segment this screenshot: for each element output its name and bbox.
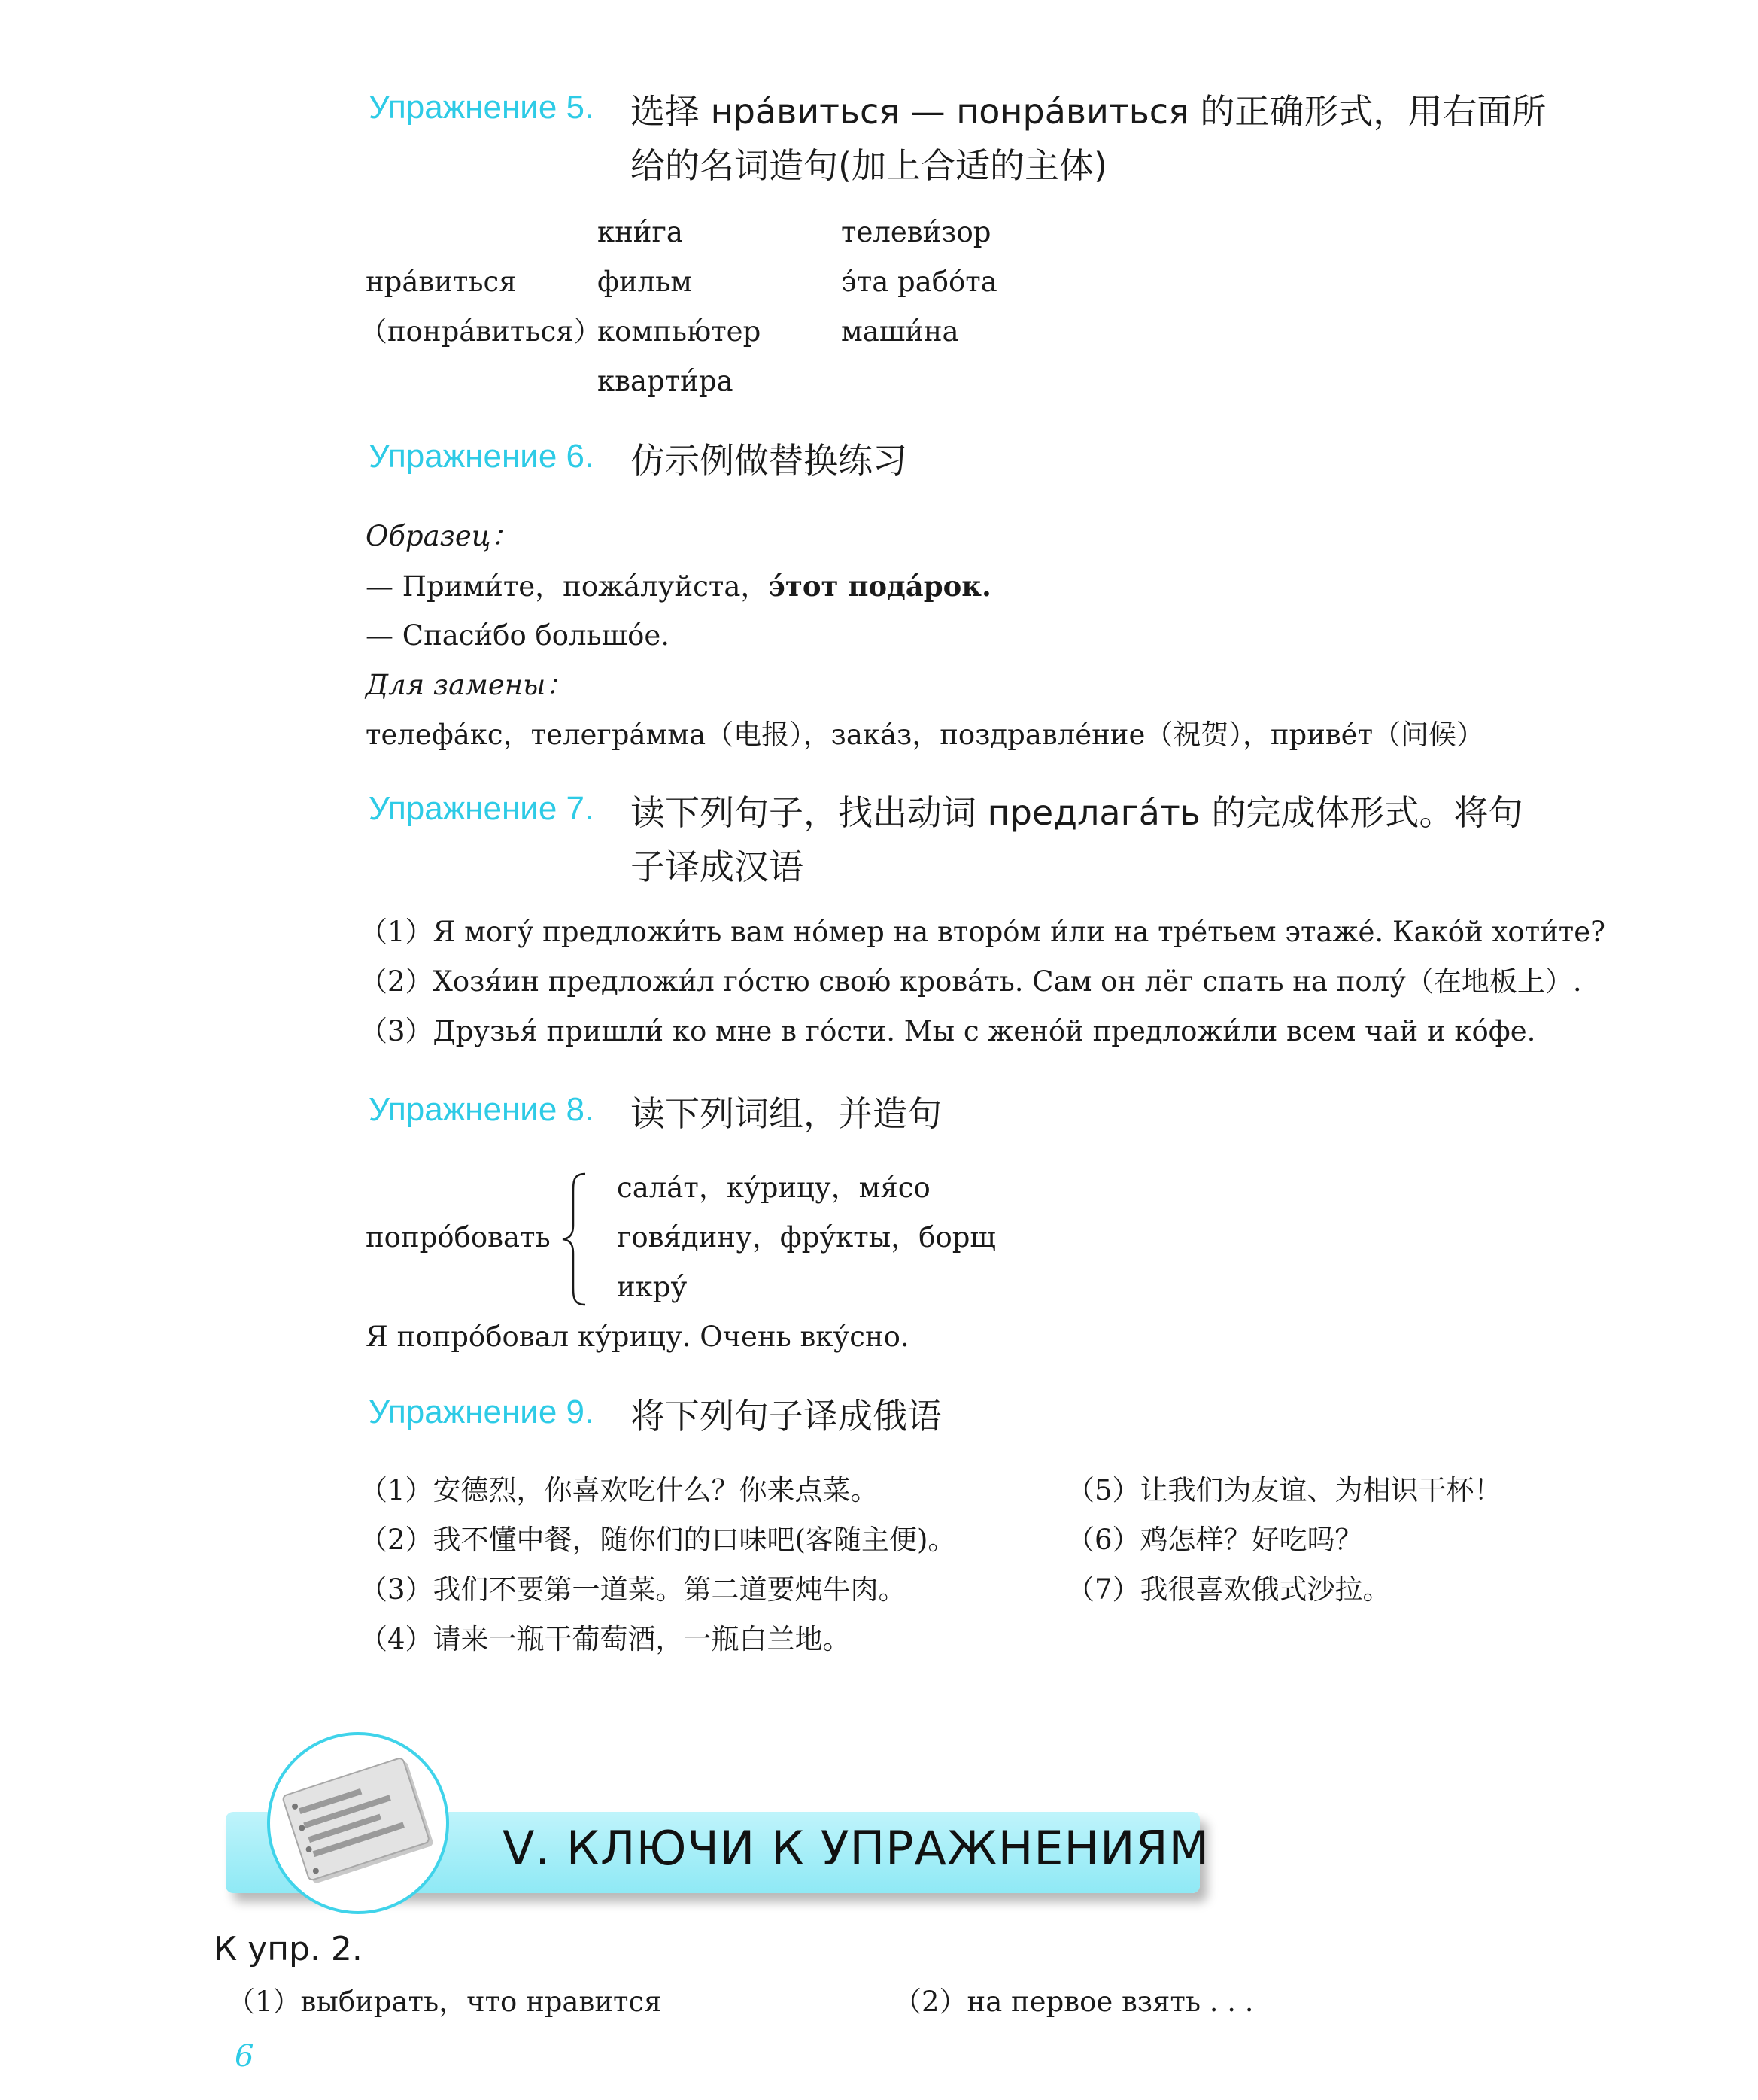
notebook-badge xyxy=(267,1732,449,1914)
ex5-col1-item: фильм xyxy=(597,266,693,298)
keys-subheading: К упр. 2. xyxy=(214,1930,363,1968)
ex7-title-line2: 子译成汉语 xyxy=(630,846,803,887)
keys-answer: （2）на первое взять . . . xyxy=(894,1986,1254,2018)
ex6-replace-words: телефа́кс，телегра́мма（电报），зака́з，поздравле́ние（祝贺），приве́т（问候） xyxy=(366,719,1485,751)
ex8-item: говя́дину，фру́кты，борщ xyxy=(617,1221,996,1254)
ex5-verb1: нра́виться xyxy=(366,266,517,298)
ex6-line1-text: — Прими́те，пожа́луйста， xyxy=(366,570,769,603)
ex9-sentence-right: （5）让我们为友谊、为相识干杯！ xyxy=(1067,1474,1502,1506)
ex6-title: 仿示例做替换练习 xyxy=(630,440,907,481)
ex7-sentence: （1）Я могу́ предложи́ть вам но́мер на второ́м и́ли на тре́тьем этаже́. Како́й хоти́те? xyxy=(360,916,1605,948)
ex6-dialog-line1 xyxy=(366,561,991,612)
notebook-icon xyxy=(270,1735,446,1911)
ex5-verb2: （понра́виться） xyxy=(360,315,602,348)
keys-title: Ⅴ. КЛЮЧИ К УПРАЖНЕНИЯМ xyxy=(503,1821,1210,1876)
page-number: 6 xyxy=(235,2039,254,2074)
ex5-col1-item: кни́га xyxy=(597,216,683,248)
ex8-verb: попро́бовать xyxy=(366,1221,551,1254)
ex7-label: Упражнение 7. xyxy=(369,790,594,827)
ex5-title-line1: 选择 нра́виться — понра́виться 的正确形式，用右面所 xyxy=(630,91,1547,132)
ex6-dialog-line2: — Спаси́бо большо́е. xyxy=(366,619,670,652)
ex9-sentence-right: （6）鸡怎样？好吃吗？ xyxy=(1067,1524,1363,1556)
ex7-sentence: （2）Хозя́ин предложи́л го́стю свою́ крова́ть. Сам он лёг спать на полу́（在地板上）. xyxy=(360,965,1582,998)
ex8-title: 读下列词组，并造句 xyxy=(630,1093,942,1134)
ex8-example: Я попро́бовал ку́рицу. Очень вку́сно. xyxy=(366,1320,909,1353)
ex5-col2-item: маши́на xyxy=(841,315,959,348)
ex9-sentence-left: （1）安德烈，你喜欢吃什么？你来点菜。 xyxy=(360,1474,879,1506)
ex7-sentence: （3）Друзья́ пришли́ ко мне в го́сти. Мы с жено́й предложи́ли всем чай и ко́фе. xyxy=(360,1015,1536,1047)
ex5-col1-item: компью́тер xyxy=(597,315,761,348)
ex6-line1-bold: э́тот пода́рок. xyxy=(768,570,991,603)
ex9-title: 将下列句子译成俄语 xyxy=(630,1396,942,1436)
ex8-item: икру́ xyxy=(617,1271,688,1303)
ex5-label: Упражнение 5. xyxy=(369,89,594,126)
ex7-title-line1: 读下列句子，找出动词 предлага́ть 的完成体形式。将句 xyxy=(630,792,1523,833)
ex9-label: Упражнение 9. xyxy=(369,1393,594,1430)
ex9-sentence-left: （4）请来一瓶干葡萄酒，一瓶白兰地。 xyxy=(360,1623,851,1655)
ex6-replace-label: Для замены： xyxy=(366,669,574,701)
ex8-label: Упражнение 8. xyxy=(369,1091,594,1128)
ex9-sentence-left: （3）我们不要第一道菜。第二道要炖牛肉。 xyxy=(360,1573,906,1606)
ex5-col2-item: телеви́зор xyxy=(841,216,991,248)
ex5-col2-item: э́та рабо́та xyxy=(841,266,997,298)
brace-icon xyxy=(560,1171,590,1308)
ex5-title-line2: 给的名词造句(加上合适的主体) xyxy=(630,145,1107,186)
ex9-sentence-left: （2）我不懂中餐，随你们的口味吧(客随主便)。 xyxy=(360,1524,956,1556)
keys-answer: （1）выбирать，что нравится xyxy=(227,1986,662,2018)
ex6-sample-label: Образец： xyxy=(366,520,519,552)
ex6-label: Упражнение 6. xyxy=(369,438,594,475)
ex8-item: сала́т，ку́рицу，мя́со xyxy=(617,1172,931,1204)
ex9-sentence-right: （7）我很喜欢俄式沙拉。 xyxy=(1067,1573,1391,1606)
ex5-col1-item: кварти́ра xyxy=(597,365,733,397)
